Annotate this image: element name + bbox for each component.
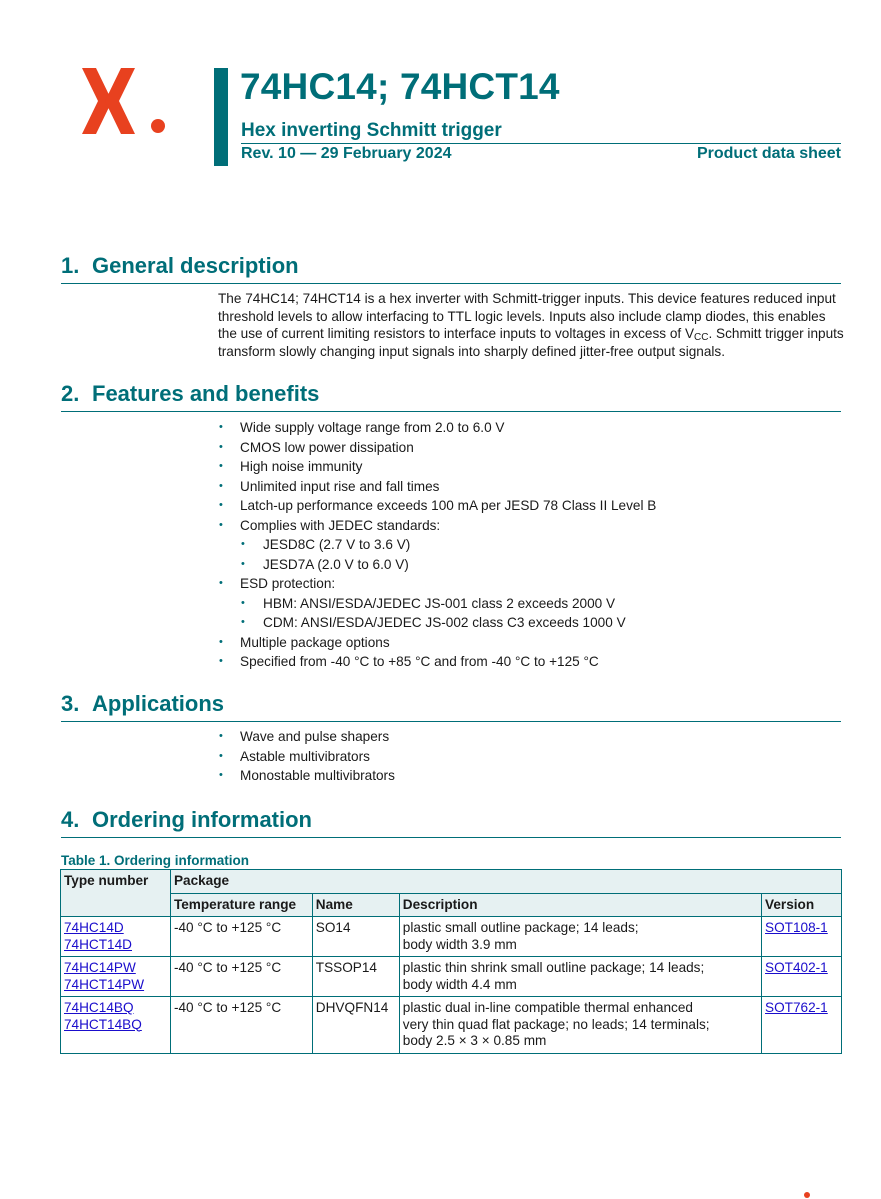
feature-text: HBM: ANSI/ESDA/JEDEC JS-001 class 2 exceeds 2000 V xyxy=(263,595,616,611)
type-number-cell xyxy=(61,997,171,1054)
feature-text: JESD8C (2.7 V to 3.6 V) xyxy=(263,537,411,552)
bullet-icon: • xyxy=(241,538,245,550)
header-temperature-range: Temperature range xyxy=(170,893,312,917)
revision-date: Rev. 10 — 29 February 2024 xyxy=(241,145,452,162)
version-cell xyxy=(762,917,842,957)
document-subtitle: Hex inverting Schmitt trigger xyxy=(241,120,502,141)
section-heading-features xyxy=(61,381,319,407)
section-divider xyxy=(61,283,841,284)
application-item xyxy=(218,766,395,786)
feature-text: CMOS low power dissipation xyxy=(240,439,414,455)
feature-text: JESD7A (2.0 V to 6.0 V) xyxy=(263,556,409,572)
section-divider xyxy=(61,411,841,412)
header-divider xyxy=(241,143,841,144)
type-number-link[interactable]: 74HCT14PW xyxy=(64,976,145,992)
header-description: Description xyxy=(399,893,761,917)
application-item xyxy=(218,727,395,747)
package-name-cell: DHVQFN14 xyxy=(312,997,399,1054)
feature-text: Complies with JEDEC standards: xyxy=(240,517,441,533)
section-number: 2. xyxy=(61,381,80,406)
temperature-range-cell: -40 °C to +125 °C xyxy=(170,997,312,1054)
table-header-row xyxy=(61,870,842,894)
paragraph-text: . Schmitt trigger inputs transform slowly changing input signals into sharply defined jitter-free output signals. xyxy=(218,326,844,359)
description-line: body 2.5 × 3 × 0.85 mm xyxy=(402,1033,547,1048)
bullet-icon: • xyxy=(219,518,223,531)
bullet-icon: • xyxy=(219,460,223,472)
bullet-icon: • xyxy=(219,499,223,511)
package-name-cell: TSSOP14 xyxy=(312,957,399,997)
description-line: plastic dual in-line compatible thermal enhanced xyxy=(402,1000,693,1015)
bullet-icon: • xyxy=(219,730,223,742)
section-heading-applications xyxy=(61,691,224,717)
table-row xyxy=(61,957,842,997)
type-number-cell xyxy=(61,957,171,997)
application-text: Astable multivibrators xyxy=(240,748,370,764)
type-number-link[interactable]: 74HCT14BQ xyxy=(64,1016,142,1032)
section-title-text: Applications xyxy=(92,691,225,716)
feature-text: Specified from -40 °C to +85 °C and from -40 °C to +125 °C xyxy=(240,654,599,669)
feature-item xyxy=(218,652,656,672)
header-accent-bar xyxy=(214,68,228,166)
bullet-icon: • xyxy=(219,655,223,667)
feature-item xyxy=(218,418,656,438)
feature-text: High noise immunity xyxy=(240,459,363,474)
description-line: body width 4.4 mm xyxy=(402,976,517,992)
type-number-link[interactable]: 74HC14D xyxy=(64,920,124,935)
bullet-icon: • xyxy=(219,769,223,781)
feature-text: CDM: ANSI/ESDA/JEDEC JS-002 class C3 exceeds 1000 V xyxy=(263,615,626,630)
bullet-icon: • xyxy=(241,557,245,570)
feature-item xyxy=(218,574,656,594)
feature-text: Latch-up performance exceeds 100 mA per JESD 78 Class II Level B xyxy=(240,498,657,513)
feature-text: Unlimited input rise and fall times xyxy=(240,478,440,494)
bullet-icon: • xyxy=(241,616,245,628)
feature-item xyxy=(218,633,656,653)
feature-subitem xyxy=(218,535,656,555)
description-line: plastic thin shrink small outline package; 14 leads; xyxy=(402,960,705,975)
bullet-icon: • xyxy=(241,596,245,609)
feature-item xyxy=(218,496,656,516)
feature-text: ESD protection: xyxy=(240,576,336,591)
applications-list xyxy=(218,727,395,786)
feature-subitem xyxy=(218,555,656,575)
type-number-cell xyxy=(61,917,171,957)
bullet-icon: • xyxy=(219,421,223,433)
type-number-link[interactable]: 74HC14BQ xyxy=(64,1000,134,1015)
table-subheader-row xyxy=(61,893,842,917)
description-line: body width 3.9 mm xyxy=(402,936,517,952)
table-row xyxy=(61,997,842,1054)
feature-text: Multiple package options xyxy=(240,634,390,650)
package-name-cell: SO14 xyxy=(312,917,399,957)
nexperia-logo-icon xyxy=(78,66,170,136)
document-title: 74HC14; 74HCT14 xyxy=(240,66,560,107)
feature-subitem xyxy=(218,594,656,614)
bullet-icon: • xyxy=(219,749,223,762)
section-number: 4. xyxy=(61,807,80,832)
bullet-icon: • xyxy=(219,440,223,453)
application-item xyxy=(218,747,395,767)
version-cell xyxy=(762,997,842,1054)
description-cell xyxy=(399,917,761,957)
paragraph-text: The 74HC14; 74HCT14 is a hex inverter with Schmitt-trigger inputs. This device features reduced input threshold levels to allow interfacing to TTL logic levels. Inputs also include clamp diodes, this enables the use of current limiting resistors to interface inputs to voltages in excess of V xyxy=(218,291,836,341)
bullet-icon: • xyxy=(219,479,223,492)
section-divider xyxy=(61,721,841,722)
type-number-link[interactable]: 74HCT14D xyxy=(64,936,132,952)
application-text: Monostable multivibrators xyxy=(240,768,395,783)
feature-item xyxy=(218,477,656,497)
feature-item xyxy=(218,516,656,536)
section-title-text: Features and benefits xyxy=(92,381,320,406)
temperature-range-cell: -40 °C to +125 °C xyxy=(170,917,312,957)
description-cell xyxy=(399,957,761,997)
table-caption: Table 1. Ordering information xyxy=(61,853,250,868)
table-row xyxy=(61,917,842,957)
feature-item xyxy=(218,438,656,458)
page-corner-dot xyxy=(804,1192,810,1198)
version-cell xyxy=(762,957,842,997)
section-heading-general-description xyxy=(61,253,299,279)
feature-subitem xyxy=(218,613,656,633)
temperature-range-cell: -40 °C to +125 °C xyxy=(170,957,312,997)
section-title-text: General description xyxy=(92,253,299,278)
ordering-table xyxy=(60,869,842,1054)
bullet-icon: • xyxy=(219,635,223,648)
application-text: Wave and pulse shapers xyxy=(240,729,390,744)
vcc-subscript: CC xyxy=(694,332,709,343)
header-name: Name xyxy=(312,893,399,917)
description-line: plastic small outline package; 14 leads; xyxy=(402,920,639,935)
description-line: very thin quad flat package; no leads; 14 terminals; xyxy=(402,1016,710,1032)
section-divider xyxy=(61,837,841,838)
feature-text: Wide supply voltage range from 2.0 to 6.0 V xyxy=(240,420,505,435)
section-number: 3. xyxy=(61,691,80,716)
document-type: Product data sheet xyxy=(696,145,841,162)
header-package: Package xyxy=(170,870,841,894)
features-list xyxy=(218,418,656,672)
section-heading-ordering xyxy=(61,807,312,833)
description-cell xyxy=(399,997,761,1054)
version-link[interactable]: SOT402-1 xyxy=(765,960,828,975)
version-link[interactable]: SOT762-1 xyxy=(765,1000,828,1015)
header-type-number: Type number xyxy=(61,870,171,917)
feature-item xyxy=(218,457,656,477)
section-number: 1. xyxy=(61,253,80,278)
type-number-link[interactable]: 74HC14PW xyxy=(64,960,136,975)
general-description-paragraph xyxy=(218,290,848,360)
header-version: Version xyxy=(762,893,842,917)
version-link[interactable]: SOT108-1 xyxy=(765,920,828,935)
bullet-icon: • xyxy=(219,577,223,589)
section-title-text: Ordering information xyxy=(92,807,312,832)
